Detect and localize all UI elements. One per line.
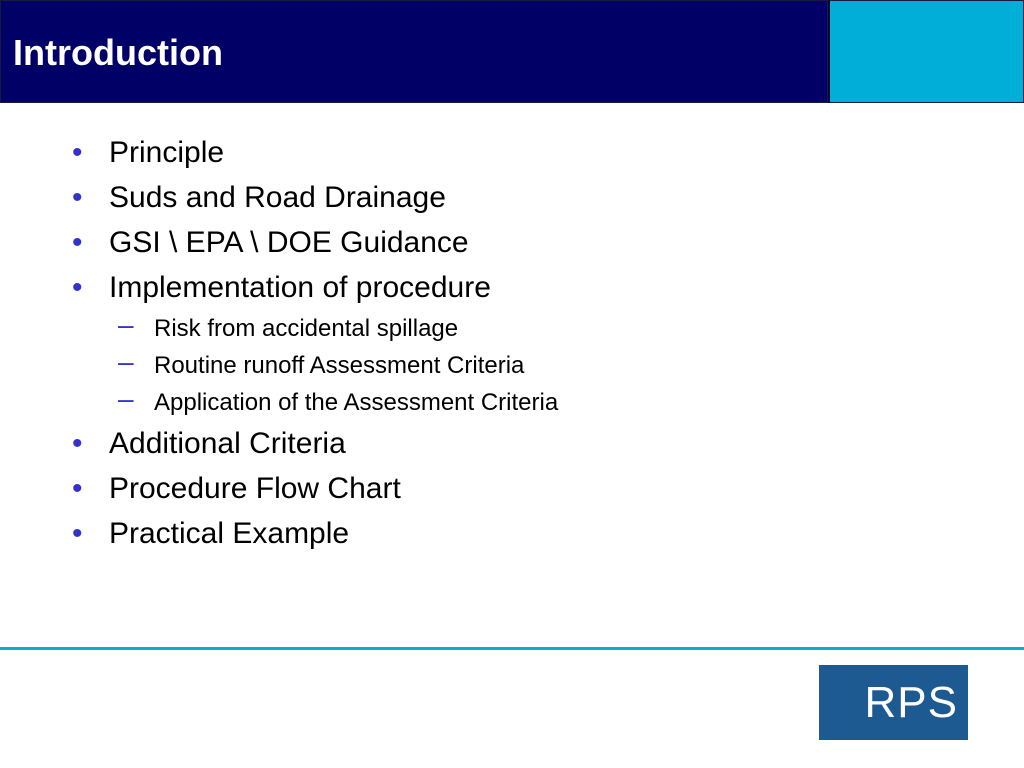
- bullet-icon: •: [72, 271, 83, 304]
- sub-bullet-label: Routine runoff Assessment Criteria: [154, 352, 525, 379]
- bullet-item: [0, 130, 1024, 175]
- sub-bullet-item: [0, 310, 1024, 347]
- title-bar: [0, 0, 828, 103]
- bullet-label: Practical Example: [109, 517, 350, 550]
- bullet-item: [0, 220, 1024, 265]
- bullet-icon: •: [72, 136, 83, 169]
- accent-block: [828, 0, 1024, 103]
- bullet-label: Procedure Flow Chart: [109, 472, 401, 505]
- bullet-item: [0, 466, 1024, 511]
- bullet-icon: •: [72, 517, 83, 550]
- sub-bullet-label: Application of the Assessment Criteria: [154, 389, 559, 416]
- bullet-item: [0, 421, 1024, 466]
- sub-bullet-label: Risk from accidental spillage: [154, 315, 459, 342]
- bullet-label: Additional Criteria: [109, 427, 346, 460]
- bullet-label: Implementation of procedure: [109, 271, 491, 304]
- dash-icon: –: [118, 346, 134, 377]
- bullet-icon: •: [72, 472, 83, 505]
- bullet-label: Suds and Road Drainage: [109, 181, 446, 214]
- dash-icon: –: [118, 383, 134, 414]
- bullet-item: [0, 265, 1024, 310]
- bullet-list: [0, 130, 1024, 556]
- bullet-icon: •: [72, 226, 83, 259]
- bullet-item: [0, 175, 1024, 220]
- bullet-icon: •: [72, 427, 83, 460]
- bullet-label: Principle: [109, 136, 225, 169]
- bullet-label: GSI \ EPA \ DOE Guidance: [109, 226, 469, 259]
- bullet-item: [0, 511, 1024, 556]
- rps-logo: RPS: [819, 665, 968, 740]
- sub-bullet-item: [0, 347, 1024, 384]
- footer-divider: [0, 647, 1024, 650]
- dash-icon: –: [118, 309, 134, 340]
- sub-bullet-item: [0, 384, 1024, 421]
- slide-title: Introduction: [13, 32, 223, 73]
- bullet-icon: •: [72, 181, 83, 214]
